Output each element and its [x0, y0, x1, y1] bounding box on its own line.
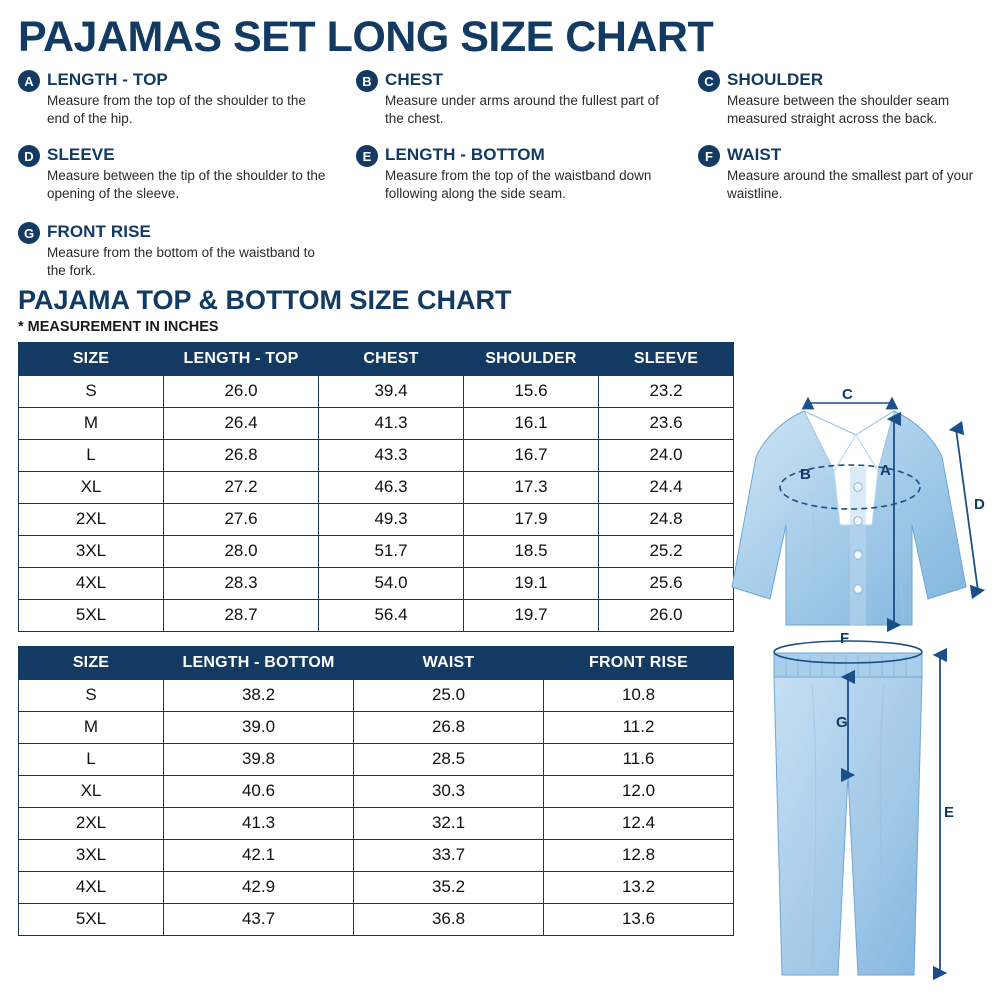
cell-size: 3XL	[19, 535, 164, 567]
legend-item-c	[698, 69, 994, 127]
legend-desc: Measure from the top of the shoulder to the end of the hip.	[47, 93, 306, 126]
dimension-label-f: F	[840, 630, 850, 647]
cell-front-rise: 12.0	[544, 775, 734, 807]
table-row	[19, 903, 734, 935]
cell-length-top: 28.0	[164, 535, 319, 567]
legend-item-g	[18, 221, 318, 279]
garment-illustration	[716, 375, 994, 990]
cell-length-top: 27.2	[164, 471, 319, 503]
cell-length-bottom: 39.0	[164, 711, 354, 743]
legend-item-a	[18, 69, 328, 127]
cell-front-rise: 12.8	[544, 839, 734, 871]
table-row	[19, 599, 734, 631]
legend-title: SLEEVE	[47, 145, 115, 164]
cell-sleeve: 24.4	[599, 471, 734, 503]
legend-item-d	[18, 144, 348, 202]
legend-item-f	[698, 144, 994, 202]
cell-front-rise: 13.6	[544, 903, 734, 935]
cell-size: S	[19, 679, 164, 711]
cell-waist: 28.5	[354, 743, 544, 775]
cell-size: M	[19, 711, 164, 743]
legend-item-e	[356, 144, 681, 202]
cell-length-top: 26.8	[164, 439, 319, 471]
dimension-label-a: A	[880, 462, 891, 479]
legend-desc: Measure around the smallest part of your waistline.	[727, 168, 974, 201]
cell-chest: 39.4	[319, 375, 464, 407]
cell-sleeve: 25.2	[599, 535, 734, 567]
cell-size: M	[19, 407, 164, 439]
table-row	[19, 807, 734, 839]
legend-title: LENGTH - TOP	[47, 70, 168, 89]
legend-desc: Measure under arms around the fullest part of the chest.	[385, 93, 659, 126]
legend-badge: F	[698, 145, 720, 167]
table-row	[19, 567, 734, 599]
cell-length-bottom: 42.9	[164, 871, 354, 903]
column-header: SHOULDER	[464, 342, 599, 375]
column-header: LENGTH - BOTTOM	[164, 646, 354, 679]
cell-shoulder: 15.6	[464, 375, 599, 407]
cell-size: XL	[19, 775, 164, 807]
cell-shoulder: 17.3	[464, 471, 599, 503]
cell-length-top: 28.7	[164, 599, 319, 631]
cell-shoulder: 17.9	[464, 503, 599, 535]
section-title: PAJAMA TOP & BOTTOM SIZE CHART	[18, 285, 512, 315]
cell-length-bottom: 41.3	[164, 807, 354, 839]
cell-shoulder: 16.7	[464, 439, 599, 471]
cell-chest: 46.3	[319, 471, 464, 503]
cell-length-bottom: 43.7	[164, 903, 354, 935]
cell-waist: 30.3	[354, 775, 544, 807]
cell-front-rise: 12.4	[544, 807, 734, 839]
column-header: SIZE	[19, 342, 164, 375]
table-row	[19, 471, 734, 503]
legend-title: FRONT RISE	[47, 222, 151, 241]
table-row	[19, 375, 734, 407]
cell-length-bottom: 39.8	[164, 743, 354, 775]
table-row	[19, 775, 734, 807]
cell-shoulder: 16.1	[464, 407, 599, 439]
legend-title: SHOULDER	[727, 70, 824, 89]
unit-note: * MEASUREMENT IN INCHES	[18, 318, 219, 335]
table-row	[19, 535, 734, 567]
cell-length-bottom: 40.6	[164, 775, 354, 807]
cell-chest: 41.3	[319, 407, 464, 439]
legend-badge: D	[18, 145, 40, 167]
table-header-row	[19, 342, 734, 375]
cell-size: S	[19, 375, 164, 407]
measurement-legend	[14, 69, 994, 284]
cell-size: 2XL	[19, 503, 164, 535]
cell-sleeve: 26.0	[599, 599, 734, 631]
table-header-row	[19, 646, 734, 679]
cell-front-rise: 11.2	[544, 711, 734, 743]
table-row	[19, 871, 734, 903]
table-row	[19, 439, 734, 471]
dimension-label-g: G	[836, 714, 848, 731]
pajama-bottom-size-table	[18, 646, 734, 936]
legend-desc: Measure between the shoulder seam measured straight across the back.	[727, 93, 950, 126]
cell-chest: 56.4	[319, 599, 464, 631]
dimension-label-c: C	[842, 386, 853, 403]
column-header: SIZE	[19, 646, 164, 679]
cell-front-rise: 13.2	[544, 871, 734, 903]
dimension-label-e: E	[944, 804, 955, 821]
cell-size: 5XL	[19, 599, 164, 631]
cell-shoulder: 18.5	[464, 535, 599, 567]
legend-badge: B	[356, 70, 378, 92]
cell-waist: 36.8	[354, 903, 544, 935]
legend-desc: Measure from the bottom of the waistband to the fork.	[47, 245, 315, 278]
cell-size: L	[19, 439, 164, 471]
cell-chest: 43.3	[319, 439, 464, 471]
dimension-label-d: D	[974, 496, 985, 513]
table-row	[19, 839, 734, 871]
column-header: WAIST	[354, 646, 544, 679]
cell-sleeve: 23.6	[599, 407, 734, 439]
cell-waist: 25.0	[354, 679, 544, 711]
table-row	[19, 679, 734, 711]
cell-length-bottom: 38.2	[164, 679, 354, 711]
legend-item-b	[356, 69, 666, 127]
column-header: FRONT RISE	[544, 646, 734, 679]
cell-size: 4XL	[19, 871, 164, 903]
legend-desc: Measure from the top of the waistband down following along the side seam.	[385, 168, 652, 201]
cell-shoulder: 19.7	[464, 599, 599, 631]
legend-badge: C	[698, 70, 720, 92]
legend-title: WAIST	[727, 145, 782, 164]
legend-title: CHEST	[385, 70, 444, 89]
table-row	[19, 503, 734, 535]
page-title: PAJAMAS SET LONG SIZE CHART	[18, 13, 714, 61]
legend-desc: Measure between the tip of the shoulder to the opening of the sleeve.	[47, 168, 326, 201]
cell-length-top: 27.6	[164, 503, 319, 535]
legend-badge: G	[18, 222, 40, 244]
cell-length-top: 28.3	[164, 567, 319, 599]
cell-size: 2XL	[19, 807, 164, 839]
cell-waist: 33.7	[354, 839, 544, 871]
column-header: LENGTH - TOP	[164, 342, 319, 375]
cell-chest: 54.0	[319, 567, 464, 599]
pajama-top-size-table	[18, 342, 734, 632]
column-header: SLEEVE	[599, 342, 734, 375]
table-row	[19, 407, 734, 439]
table-row	[19, 711, 734, 743]
legend-badge: E	[356, 145, 378, 167]
cell-waist: 32.1	[354, 807, 544, 839]
dimension-label-b: B	[800, 466, 811, 483]
pajama-top-graphic	[732, 411, 966, 625]
cell-chest: 51.7	[319, 535, 464, 567]
cell-sleeve: 23.2	[599, 375, 734, 407]
cell-front-rise: 10.8	[544, 679, 734, 711]
cell-size: 5XL	[19, 903, 164, 935]
legend-title: LENGTH - BOTTOM	[385, 145, 545, 164]
cell-shoulder: 19.1	[464, 567, 599, 599]
legend-badge: A	[18, 70, 40, 92]
cell-sleeve: 24.8	[599, 503, 734, 535]
cell-size: 3XL	[19, 839, 164, 871]
table-row	[19, 743, 734, 775]
cell-length-top: 26.0	[164, 375, 319, 407]
cell-size: 4XL	[19, 567, 164, 599]
cell-size: L	[19, 743, 164, 775]
cell-chest: 49.3	[319, 503, 464, 535]
cell-sleeve: 25.6	[599, 567, 734, 599]
column-header: CHEST	[319, 342, 464, 375]
cell-waist: 26.8	[354, 711, 544, 743]
cell-length-bottom: 42.1	[164, 839, 354, 871]
cell-sleeve: 24.0	[599, 439, 734, 471]
cell-waist: 35.2	[354, 871, 544, 903]
cell-front-rise: 11.6	[544, 743, 734, 775]
cell-size: XL	[19, 471, 164, 503]
cell-length-top: 26.4	[164, 407, 319, 439]
